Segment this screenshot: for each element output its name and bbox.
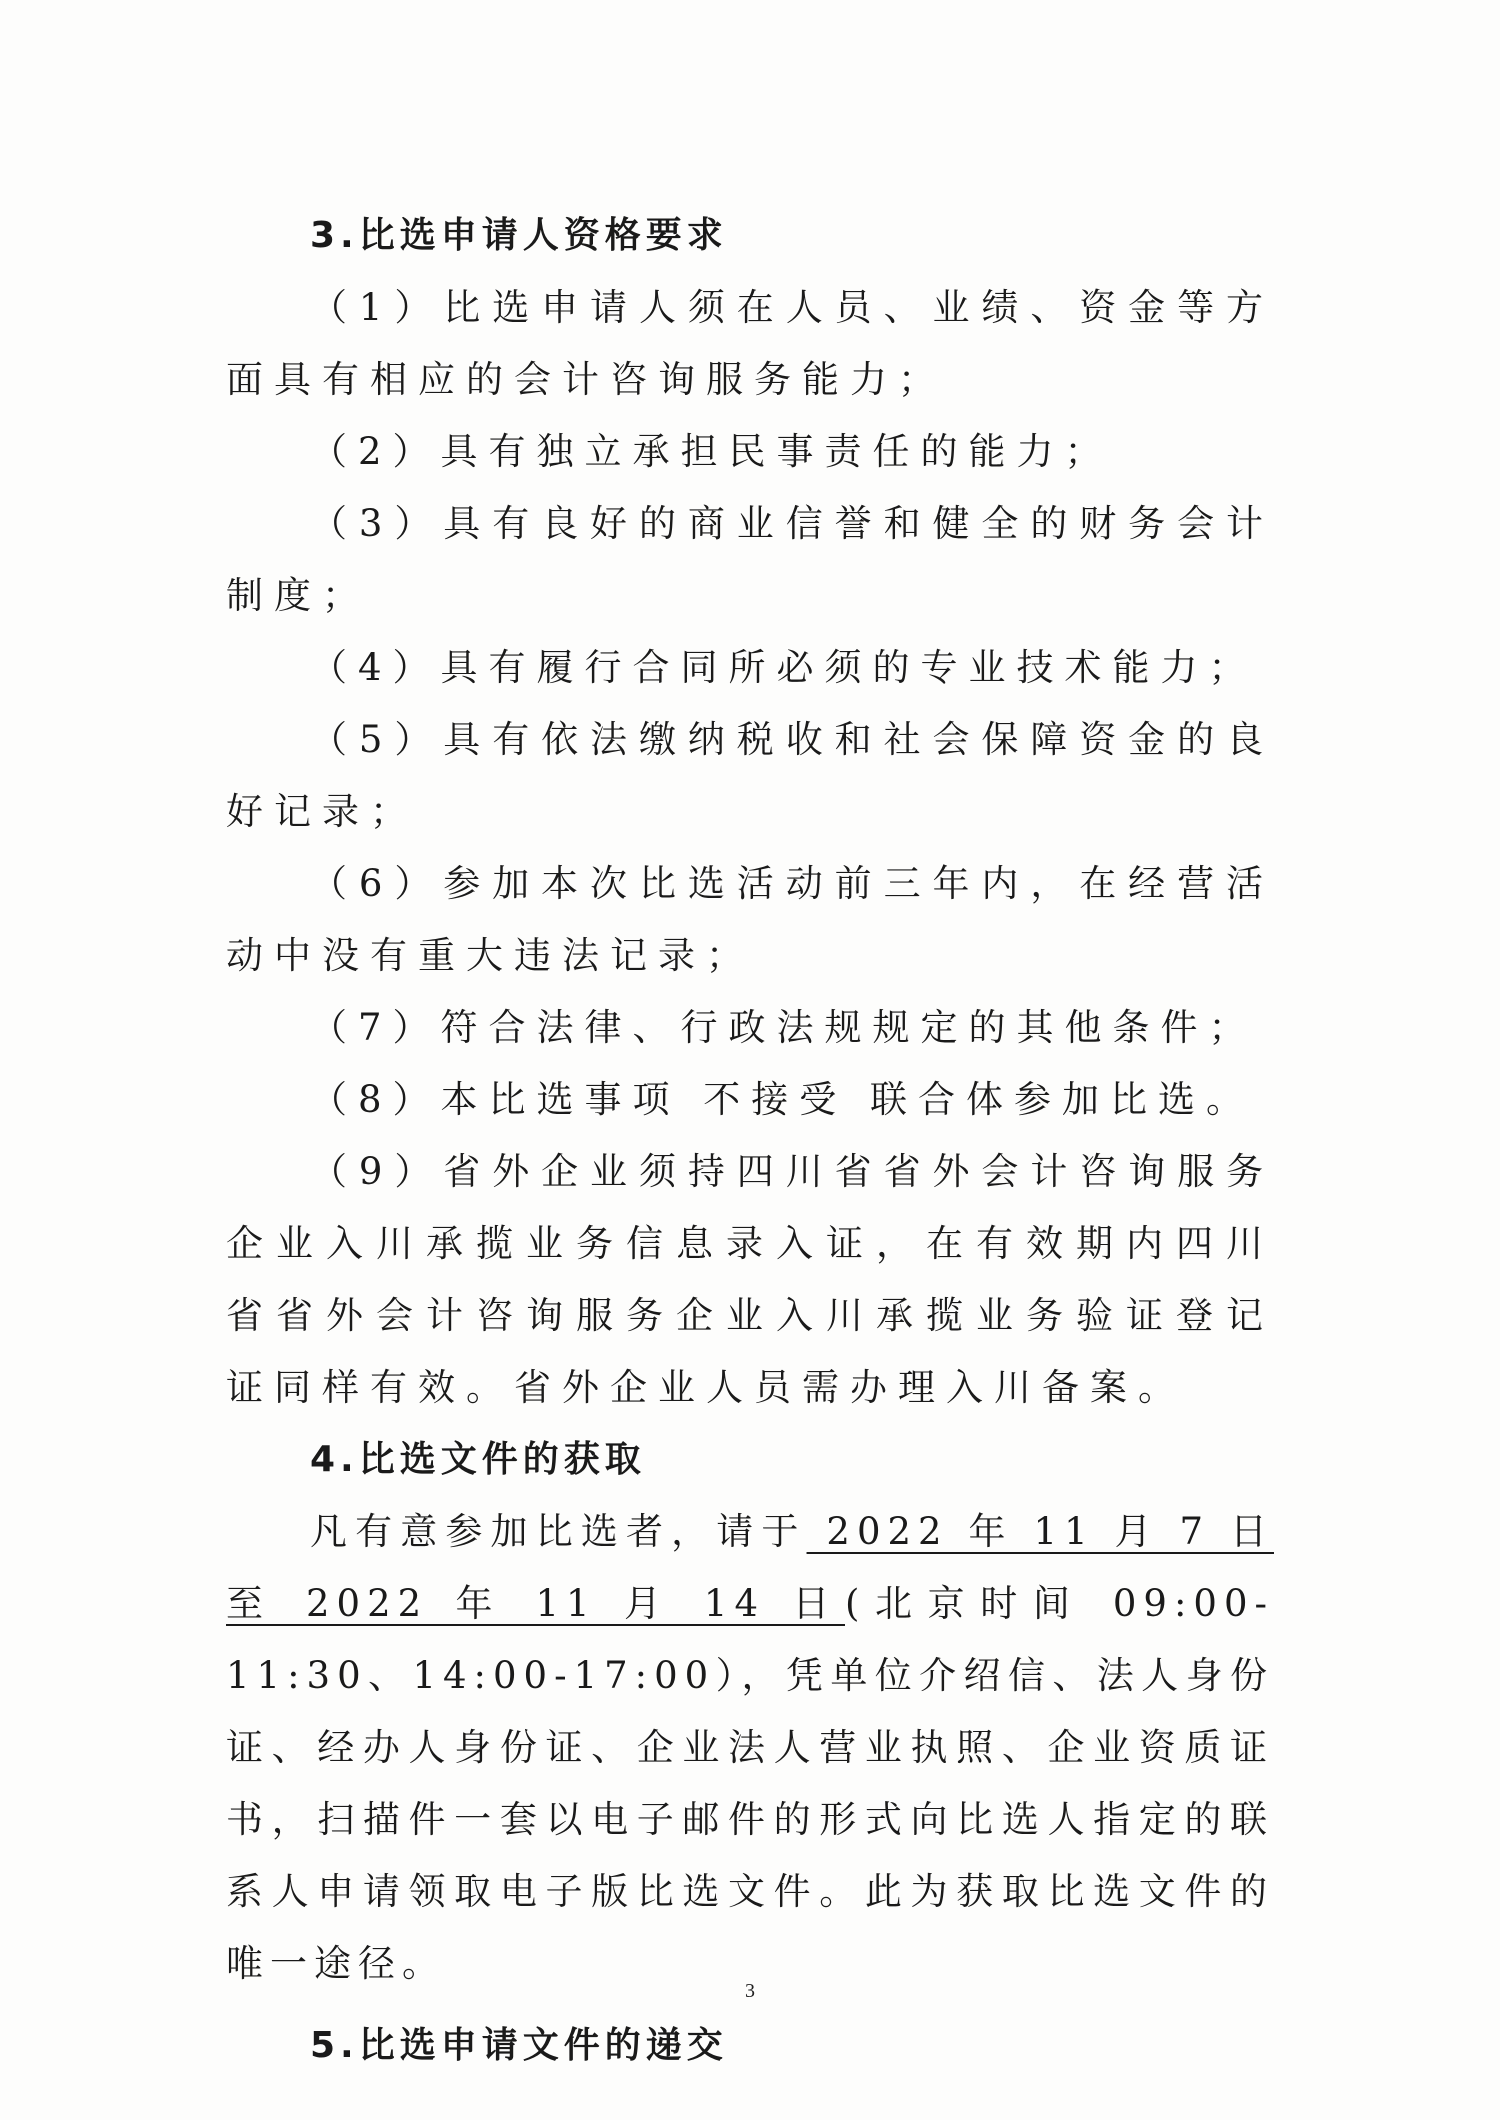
- page-number: 3: [745, 1980, 755, 2002]
- acquisition-date-range: 2022 年 11 月 7 日至 2022 年 11 月 14 日: [226, 1510, 1274, 1625]
- qualification-item-2: （2）具有独立承担民事责任的能力；: [310, 430, 1113, 473]
- qualification-item-9: （9）省外企业须持四川省省外会计咨询服务企业入川承揽业务信息录入证，在有效期内四川省省外会计咨询服务企业入川承揽业务验证登记证同样有效。省外企业人员需办理入川备案。: [226, 1150, 1274, 1409]
- qualification-item-6: （6）参加本次比选活动前三年内，在经营活动中没有重大违法记录；: [226, 862, 1274, 977]
- qualification-item-8: （8）本比选事项 不接受 联合体参加比选。: [310, 1078, 1255, 1121]
- acquisition-details: (北京时间 09:00-11:30、14:00-17:00），凭单位介绍信、法人身份证、经办人身份证、企业法人营业执照、企业资质证书，扫描件一套以电子邮件的形式向比选人指定的联系人申请领取电子版比选文件。此为获取比选文件的唯一途径。: [226, 1582, 1274, 1985]
- document-acquisition-paragraph: [226, 1496, 1274, 2000]
- qualification-item-5: （5）具有依法缴纳税收和社会保障资金的良好记录；: [226, 718, 1274, 833]
- section-4-title: 4.比选文件的获取: [310, 1439, 646, 1480]
- document-body: [226, 200, 1274, 2082]
- qualification-item-7: （7）符合法律、行政法规规定的其他条件；: [310, 1006, 1257, 1049]
- section-5-title: 5.比选申请文件的递交: [310, 2025, 728, 2066]
- qualification-item-4: （4）具有履行合同所必须的专业技术能力；: [310, 646, 1257, 689]
- qualification-item-1: （1）比选申请人须在人员、业绩、资金等方面具有相应的会计咨询服务能力；: [226, 286, 1274, 401]
- acquisition-prefix: 凡有意参加比选者，请于: [310, 1510, 807, 1553]
- section-3-title: 3.比选申请人资格要求: [310, 215, 728, 256]
- qualification-item-3: （3）具有良好的商业信誉和健全的财务会计制度；: [226, 502, 1274, 617]
